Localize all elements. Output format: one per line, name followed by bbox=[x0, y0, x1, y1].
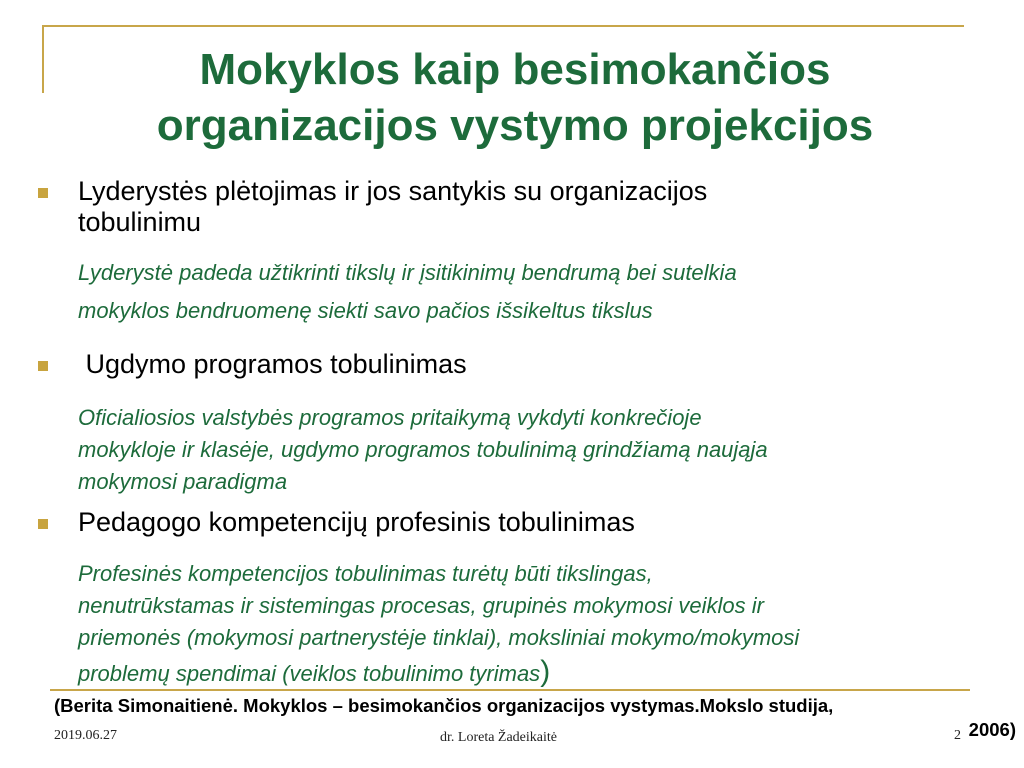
closing-paren: ) bbox=[540, 655, 551, 688]
detail-line: mokykloje ir klasėje, ugdymo programos tobulinimą grindžiamą naująja bbox=[78, 437, 768, 462]
detail-text: problemų spendimai (veiklos tobulinimo tyrimas bbox=[78, 661, 541, 686]
detail-line: priemonės (mokymosi partnerystėje tinklai), moksliniai mokymo/mokymosi bbox=[78, 625, 800, 650]
bullet-heading-line: tobulinimu bbox=[78, 207, 202, 237]
title-line-2: organizacijos vystymo projekcijos bbox=[156, 101, 874, 150]
detail-line: Profesinės kompetencijos tobulinimas turėtų būti tikslingas, bbox=[78, 561, 653, 586]
footer-page-number: 2 bbox=[954, 728, 961, 743]
slide-title bbox=[60, 42, 970, 154]
detail-line: nenutrūkstamas ir sistemingas procesas, grupinės mokymosi veiklos ir bbox=[78, 593, 764, 618]
detail-line: mokymosi paradigma bbox=[78, 469, 288, 494]
frame-left-line bbox=[42, 25, 44, 93]
square-bullet-icon bbox=[38, 188, 48, 198]
citation-line-2: 2006) bbox=[968, 719, 1016, 740]
bullet-detail bbox=[78, 254, 1013, 330]
detail-line: Oficialiosios valstybės programos pritaikymą vykdyti konkrečioje bbox=[78, 405, 702, 430]
square-bullet-icon bbox=[38, 519, 48, 529]
bullet-heading: Ugdymo programos tobulinimas bbox=[78, 349, 467, 379]
bullet-detail bbox=[78, 558, 1013, 690]
bullet-detail bbox=[78, 402, 1013, 498]
bullet-heading: Pedagogo kompetencijų profesinis tobulinimas bbox=[78, 507, 635, 537]
square-bullet-icon bbox=[38, 361, 48, 371]
citation-line-1: (Berita Simonaitienė. Mokyklos – besimokančios organizacijos vystymas.Mokslo studija, bbox=[54, 695, 834, 716]
detail-line bbox=[78, 656, 1013, 690]
detail-line: mokyklos bendruomenę siekti savo pačios išsikeltus tikslus bbox=[78, 298, 653, 323]
title-line-1: Mokyklos kaip besimokančios bbox=[199, 45, 831, 94]
bullet-heading bbox=[78, 176, 978, 238]
footer-date: 2019.06.27 bbox=[54, 728, 117, 743]
frame-top-line bbox=[42, 25, 964, 27]
frame-bottom-line bbox=[50, 689, 970, 691]
footer-author: dr. Loreta Žadeikaitė bbox=[440, 730, 557, 745]
bullet-heading-line: Lyderystės plėtojimas ir jos santykis su organizacijos bbox=[78, 176, 708, 206]
detail-line: Lyderystė padeda užtikrinti tikslų ir įsitikinimų bendrumą bei sutelkia bbox=[78, 260, 737, 285]
